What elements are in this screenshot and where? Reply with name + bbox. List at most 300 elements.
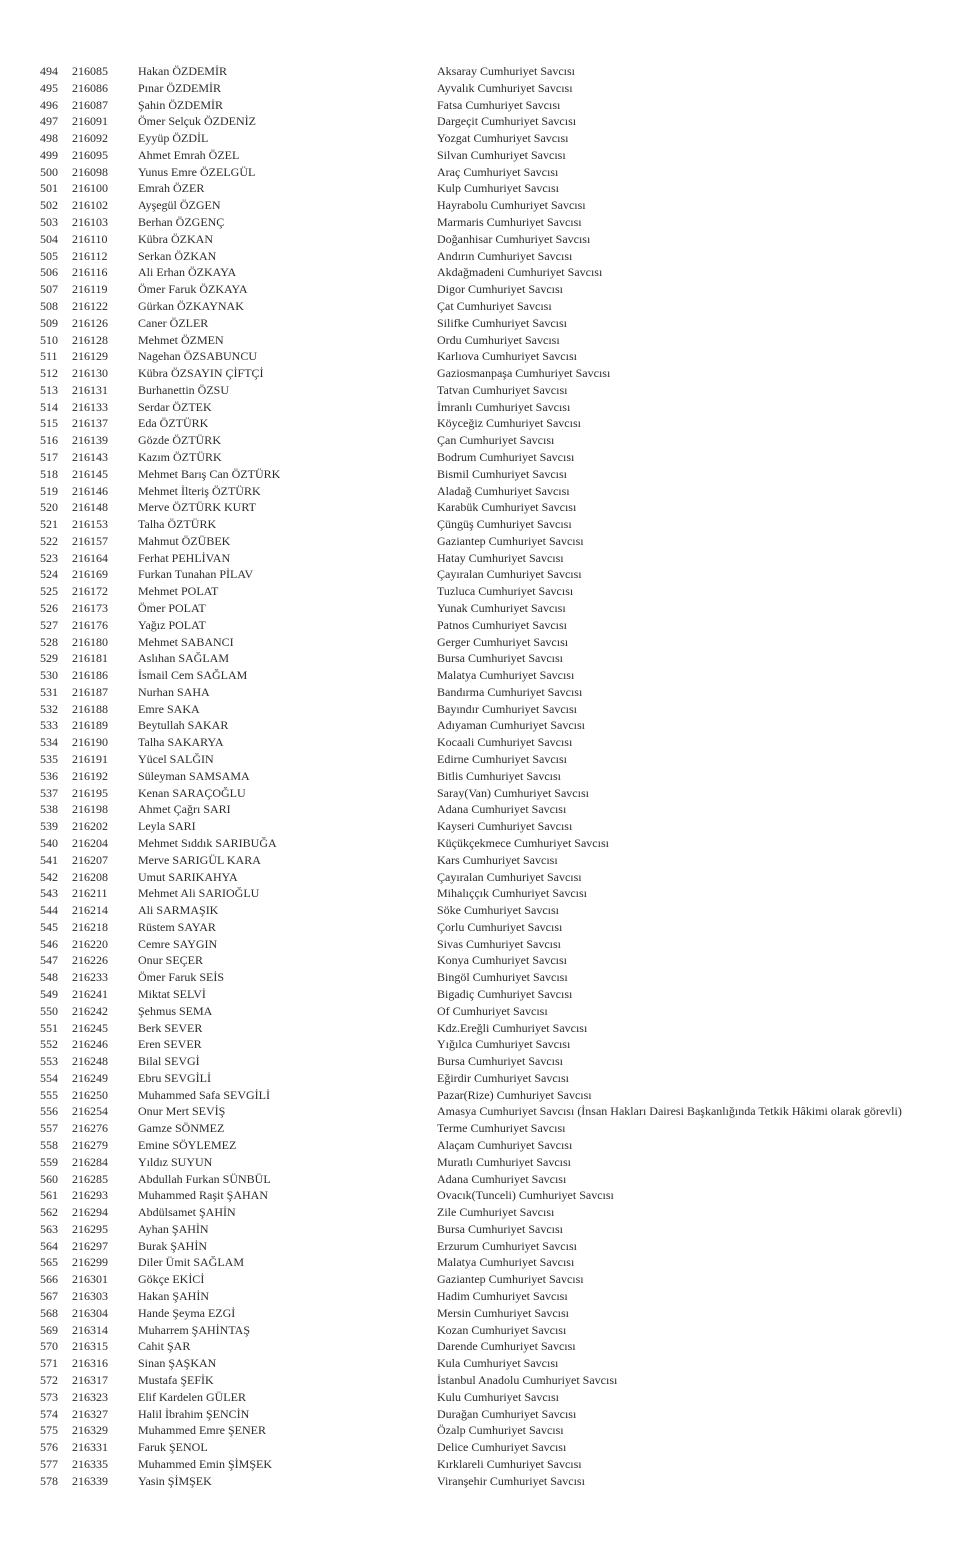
assignment: Çan Cumhuriyet Savcısı	[437, 433, 555, 448]
assignment: Patnos Cumhuriyet Savcısı	[437, 617, 567, 632]
full-name: Beytullah SAKAR	[138, 718, 229, 733]
list-item	[0, 919, 960, 936]
registry-number: 216294	[72, 1205, 108, 1220]
list-item	[0, 1456, 960, 1473]
assignment: Of Cumhuriyet Savcısı	[437, 1003, 548, 1018]
full-name: Sinan ŞAŞKAN	[138, 1356, 217, 1371]
registry-number: 216145	[72, 466, 108, 481]
registry-number: 216186	[72, 668, 108, 683]
list-item	[0, 566, 960, 583]
registry-number: 216284	[72, 1154, 108, 1169]
row-number: 518	[40, 466, 58, 481]
registry-number: 216176	[72, 617, 108, 632]
full-name: Ali SARMAŞIK	[138, 903, 219, 918]
registry-number: 216169	[72, 567, 108, 582]
assignment: Bandırma Cumhuriyet Savcısı	[437, 684, 583, 699]
assignment: Çüngüş Cumhuriyet Savcısı	[437, 517, 572, 532]
assignment: Karlıova Cumhuriyet Savcısı	[437, 349, 577, 364]
full-name: Mehmet POLAT	[138, 584, 219, 599]
full-name: Kazım ÖZTÜRK	[138, 449, 222, 464]
full-name: Mehmet İlteriş ÖZTÜRK	[138, 483, 261, 498]
assignment: Eğirdir Cumhuriyet Savcısı	[437, 1070, 569, 1085]
assignment: Alaçam Cumhuriyet Savcısı	[437, 1138, 573, 1152]
full-name: Muhammed Emin ŞİMŞEK	[138, 1456, 272, 1471]
list-item	[0, 113, 960, 130]
list-item	[0, 801, 960, 818]
registry-number: 216119	[72, 282, 108, 297]
assignment: Mihalıççık Cumhuriyet Savcısı	[437, 886, 587, 901]
list-item	[0, 583, 960, 600]
full-name: Faruk ŞENOL	[138, 1440, 208, 1455]
assignment: Gaziantep Cumhuriyet Savcısı	[437, 533, 584, 548]
row-number: 514	[40, 399, 58, 414]
full-name: Abdullah Furkan SÜNBÜL	[138, 1171, 271, 1186]
row-number: 558	[40, 1138, 58, 1152]
list-item	[0, 365, 960, 382]
list-item	[0, 1372, 960, 1389]
list-item	[0, 399, 960, 416]
registry-number: 216122	[72, 298, 108, 313]
assignment: Zile Cumhuriyet Savcısı	[437, 1205, 555, 1220]
registry-number: 216207	[72, 852, 108, 867]
full-name: Talha SAKARYA	[138, 735, 224, 750]
full-name: Cahit ŞAR	[138, 1339, 191, 1354]
list-item	[0, 1070, 960, 1087]
row-number: 539	[40, 819, 58, 834]
assignment: Bingöl Cumhuriyet Savcısı	[437, 970, 568, 985]
full-name: Mehmet Barış Can ÖZTÜRK	[138, 466, 281, 481]
assignment: Adana Cumhuriyet Savcısı	[437, 1171, 567, 1186]
registry-number: 216095	[72, 147, 108, 162]
list-item	[0, 1322, 960, 1339]
full-name: Onur SEÇER	[138, 953, 204, 968]
row-number: 537	[40, 785, 58, 800]
assignment: Köyceğiz Cumhuriyet Savcısı	[437, 416, 581, 431]
list-item	[0, 533, 960, 550]
registry-number: 216331	[72, 1440, 108, 1455]
row-number: 501	[40, 181, 58, 196]
assignment: İstanbul Anadolu Cumhuriyet Savcısı	[437, 1372, 618, 1387]
full-name: Mehmet SABANCI	[138, 634, 234, 649]
registry-number: 216126	[72, 315, 108, 330]
assignment: Silvan Cumhuriyet Savcısı	[437, 147, 566, 162]
registry-number: 216218	[72, 919, 108, 934]
assignment: Hayrabolu Cumhuriyet Savcısı	[437, 198, 586, 213]
row-number: 517	[40, 449, 58, 464]
row-number: 567	[40, 1289, 58, 1304]
registry-number: 216143	[72, 449, 108, 464]
assignment: Çayıralan Cumhuriyet Savcısı	[437, 869, 582, 884]
row-number: 577	[40, 1456, 58, 1471]
registry-number: 216195	[72, 785, 108, 800]
row-number: 527	[40, 617, 58, 632]
registry-number: 216086	[72, 80, 108, 95]
row-number: 495	[40, 80, 58, 95]
list-item	[0, 264, 960, 281]
row-number: 533	[40, 718, 58, 733]
row-number: 516	[40, 433, 58, 448]
assignment: Durağan Cumhuriyet Savcısı	[437, 1406, 577, 1421]
list-item	[0, 1003, 960, 1020]
registry-number: 216172	[72, 584, 108, 599]
registry-number: 216279	[72, 1138, 108, 1152]
row-number: 511	[40, 349, 58, 364]
registry-number: 216254	[72, 1104, 108, 1119]
registry-number: 216103	[72, 215, 108, 230]
full-name: Yücel SALĞIN	[138, 752, 214, 767]
row-number: 550	[40, 1003, 58, 1018]
assignment: Ayvalık Cumhuriyet Savcısı	[437, 80, 573, 95]
registry-number: 216191	[72, 752, 108, 767]
row-number: 519	[40, 483, 58, 498]
row-number: 524	[40, 567, 58, 582]
row-number: 545	[40, 919, 58, 934]
full-name: Muhammed Raşit ŞAHAN	[138, 1188, 268, 1203]
assignment: Malatya Cumhuriyet Savcısı	[437, 1255, 575, 1270]
registry-number: 216299	[72, 1255, 108, 1270]
assignment: Karabük Cumhuriyet Savcısı	[437, 500, 577, 515]
row-number: 506	[40, 265, 58, 280]
list-item	[0, 466, 960, 483]
list-item	[0, 382, 960, 399]
assignment: Hatay Cumhuriyet Savcısı	[437, 550, 564, 565]
row-number: 536	[40, 768, 58, 783]
list-item	[0, 986, 960, 1003]
full-name: Pınar ÖZDEMİR	[138, 80, 221, 95]
row-number: 529	[40, 651, 58, 666]
assignment: Aksaray Cumhuriyet Savcısı	[437, 64, 575, 78]
row-number: 560	[40, 1171, 58, 1186]
full-name: Gözde ÖZTÜRK	[138, 433, 221, 448]
list-item	[0, 885, 960, 902]
row-number: 531	[40, 684, 58, 699]
row-number: 574	[40, 1406, 58, 1421]
list-item	[0, 332, 960, 349]
assignment: Bitlis Cumhuriyet Savcısı	[437, 768, 562, 783]
list-item	[0, 348, 960, 365]
list-item	[0, 852, 960, 869]
row-number: 507	[40, 282, 58, 297]
assignment: Bursa Cumhuriyet Savcısı	[437, 651, 563, 666]
registry-number: 216211	[72, 886, 108, 901]
full-name: Ahmet Emrah ÖZEL	[138, 147, 240, 162]
row-number: 562	[40, 1205, 58, 1220]
row-number: 523	[40, 550, 58, 565]
row-number: 496	[40, 97, 58, 112]
registry-number: 216295	[72, 1221, 108, 1236]
assignment: Muratlı Cumhuriyet Savcısı	[437, 1154, 571, 1169]
full-name: Süleyman SAMSAMA	[138, 768, 250, 783]
full-name: Ayşegül ÖZGEN	[138, 198, 221, 213]
row-number: 573	[40, 1389, 58, 1404]
full-name: Nurhan SAHA	[138, 684, 210, 699]
list-item	[0, 734, 960, 751]
assignment: Çorlu Cumhuriyet Savcısı	[437, 919, 563, 934]
row-number: 547	[40, 953, 58, 968]
registry-number: 216146	[72, 483, 108, 498]
assignment: Adıyaman Cumhuriyet Savcısı	[437, 718, 585, 733]
registry-number: 216314	[72, 1322, 108, 1337]
row-number: 525	[40, 584, 58, 599]
assignment: Fatsa Cumhuriyet Savcısı	[437, 97, 561, 112]
registry-number: 216208	[72, 869, 108, 884]
full-name: Hakan ÖZDEMİR	[138, 64, 227, 78]
list-item	[0, 701, 960, 718]
registry-number: 216315	[72, 1339, 108, 1354]
registry-number: 216190	[72, 735, 108, 750]
assignment: Silifke Cumhuriyet Savcısı	[437, 315, 567, 330]
registry-number: 216245	[72, 1020, 108, 1035]
assignment: Bursa Cumhuriyet Savcısı	[437, 1221, 563, 1236]
assignment: Darende Cumhuriyet Savcısı	[437, 1339, 576, 1354]
full-name: Abdülsamet ŞAHİN	[138, 1205, 236, 1220]
assignment: Tuzluca Cumhuriyet Savcısı	[437, 584, 574, 599]
list-item	[0, 751, 960, 768]
full-name: Eyyüp ÖZDİL	[138, 131, 209, 146]
registry-number: 216098	[72, 164, 108, 179]
full-name: Mustafa ŞEFİK	[138, 1372, 214, 1387]
list-item	[0, 130, 960, 147]
assignment: Aladağ Cumhuriyet Savcısı	[437, 483, 570, 498]
full-name: Bilal SEVGİ	[138, 1054, 200, 1069]
row-number: 561	[40, 1188, 58, 1203]
assignment: Özalp Cumhuriyet Savcısı	[437, 1423, 564, 1438]
list-item	[0, 180, 960, 197]
assignment: Akdağmadeni Cumhuriyet Savcısı	[437, 265, 603, 280]
registry-number: 216198	[72, 802, 108, 817]
row-number: 500	[40, 164, 58, 179]
registry-number: 216301	[72, 1272, 108, 1287]
full-name: Mahmut ÖZÜBEK	[138, 533, 231, 548]
list-item	[0, 667, 960, 684]
list-item	[0, 600, 960, 617]
full-name: Emrah ÖZER	[138, 181, 205, 196]
row-number: 576	[40, 1440, 58, 1455]
assignment: Gerger Cumhuriyet Savcısı	[437, 634, 569, 649]
row-number: 510	[40, 332, 58, 347]
full-name: Furkan Tunahan PİLAV	[138, 567, 254, 582]
assignment: Çat Cumhuriyet Savcısı	[437, 298, 552, 313]
row-number: 513	[40, 382, 58, 397]
row-number: 520	[40, 500, 58, 515]
assignment: Kdz.Ereğli Cumhuriyet Savcısı	[437, 1020, 588, 1035]
row-number: 509	[40, 315, 58, 330]
list-item	[0, 1154, 960, 1171]
registry-number: 216092	[72, 131, 108, 146]
assignment: Saray(Van) Cumhuriyet Savcısı	[437, 785, 589, 800]
list-item	[0, 499, 960, 516]
row-number: 549	[40, 986, 58, 1001]
list-item	[0, 936, 960, 953]
full-name: Diler Ümit SAĞLAM	[138, 1255, 244, 1270]
row-number: 559	[40, 1154, 58, 1169]
full-name: Talha ÖZTÜRK	[138, 517, 217, 532]
row-number: 570	[40, 1339, 58, 1354]
row-number: 553	[40, 1054, 58, 1069]
assignment: Tatvan Cumhuriyet Savcısı	[437, 382, 568, 397]
list-item	[0, 617, 960, 634]
list-item	[0, 315, 960, 332]
list-item	[0, 969, 960, 986]
registry-number: 216173	[72, 601, 108, 615]
assignment: Bayındır Cumhuriyet Savcısı	[437, 701, 577, 716]
registry-number: 216157	[72, 533, 108, 548]
registry-number: 216100	[72, 181, 108, 196]
full-name: Yıldız SUYUN	[138, 1154, 213, 1169]
assignment: Gaziosmanpaşa Cumhuriyet Savcısı	[437, 366, 611, 381]
row-number: 548	[40, 970, 58, 985]
row-number: 494	[40, 64, 58, 78]
list-item	[0, 1137, 960, 1154]
list-item	[0, 634, 960, 651]
full-name: Ali Erhan ÖZKAYA	[138, 265, 237, 280]
list-item	[0, 1406, 960, 1423]
assignment: Andırın Cumhuriyet Savcısı	[437, 248, 573, 263]
list-item	[0, 1389, 960, 1406]
registry-number: 216297	[72, 1238, 108, 1253]
list-item	[0, 1473, 960, 1490]
row-number: 522	[40, 533, 58, 548]
full-name: Elif Kardelen GÜLER	[138, 1389, 246, 1404]
registry-number: 216204	[72, 835, 108, 850]
registry-number: 216303	[72, 1289, 108, 1304]
full-name: Berhan ÖZGENÇ	[138, 215, 225, 230]
row-number: 497	[40, 114, 58, 129]
full-name: Berk SEVER	[138, 1020, 203, 1035]
row-number: 499	[40, 147, 58, 162]
registry-number: 216102	[72, 198, 108, 213]
registry-number: 216293	[72, 1188, 108, 1203]
row-number: 575	[40, 1423, 58, 1438]
full-name: Ömer Faruk ÖZKAYA	[138, 282, 248, 297]
registry-number: 216241	[72, 986, 108, 1001]
list-item	[0, 516, 960, 533]
full-name: Kenan SARAÇOĞLU	[138, 785, 246, 800]
registry-number: 216242	[72, 1003, 108, 1018]
full-name: Mehmet ÖZMEN	[138, 332, 224, 347]
row-number: 566	[40, 1272, 58, 1287]
full-name: Merve SARIGÜL KARA	[138, 852, 261, 867]
full-name: Ebru SEVGİLİ	[138, 1070, 211, 1085]
assignment: Sivas Cumhuriyet Savcısı	[437, 936, 561, 951]
assignment: Kırklareli Cumhuriyet Savcısı	[437, 1456, 582, 1471]
list-item	[0, 952, 960, 969]
list-item	[0, 164, 960, 181]
list-item	[0, 717, 960, 734]
registry-number: 216316	[72, 1356, 108, 1371]
list-item	[0, 1020, 960, 1037]
row-number: 542	[40, 869, 58, 884]
list-item	[0, 432, 960, 449]
registry-number: 216133	[72, 399, 108, 414]
row-number: 563	[40, 1221, 58, 1236]
row-number: 569	[40, 1322, 58, 1337]
assignment: Kulp Cumhuriyet Savcısı	[437, 181, 559, 196]
row-number: 555	[40, 1087, 58, 1102]
full-name: Miktat SELVİ	[138, 986, 206, 1001]
list-item	[0, 1204, 960, 1221]
registry-number: 216192	[72, 768, 108, 783]
assignment: Araç Cumhuriyet Savcısı	[437, 164, 559, 179]
appointment-list	[0, 63, 960, 1489]
assignment: Yığılca Cumhuriyet Savcısı	[437, 1037, 571, 1052]
list-item	[0, 1103, 960, 1120]
full-name: Umut SARIKAHYA	[138, 869, 238, 884]
registry-number: 216323	[72, 1389, 108, 1404]
assignment: Hadim Cumhuriyet Savcısı	[437, 1289, 568, 1304]
assignment: Yozgat Cumhuriyet Savcısı	[437, 131, 569, 146]
row-number: 546	[40, 936, 58, 951]
row-number: 530	[40, 668, 58, 683]
registry-number: 216153	[72, 517, 108, 532]
assignment: Terme Cumhuriyet Savcısı	[437, 1121, 566, 1136]
list-item	[0, 835, 960, 852]
full-name: Kübra ÖZSAYIN ÇİFTÇİ	[138, 366, 264, 381]
registry-number: 216188	[72, 701, 108, 716]
full-name: Ayhan ŞAHİN	[138, 1221, 209, 1236]
full-name: Mehmet Ali SARIOĞLU	[138, 886, 260, 901]
assignment: Dargeçit Cumhuriyet Savcısı	[437, 114, 577, 129]
list-item	[0, 449, 960, 466]
assignment: Bigadiç Cumhuriyet Savcısı	[437, 986, 573, 1001]
registry-number: 216128	[72, 332, 108, 347]
registry-number: 216116	[72, 265, 108, 280]
list-item	[0, 415, 960, 432]
registry-number: 216249	[72, 1070, 108, 1085]
assignment: Kulu Cumhuriyet Savcısı	[437, 1389, 559, 1404]
list-item	[0, 1254, 960, 1271]
list-item	[0, 1305, 960, 1322]
registry-number: 216164	[72, 550, 108, 565]
full-name: Emine SÖYLEMEZ	[138, 1138, 237, 1152]
registry-number: 216339	[72, 1473, 108, 1488]
list-item	[0, 1338, 960, 1355]
row-number: 564	[40, 1238, 58, 1253]
list-item	[0, 214, 960, 231]
assignment: İmranlı Cumhuriyet Savcısı	[437, 399, 571, 414]
assignment: Marmaris Cumhuriyet Savcısı	[437, 215, 582, 230]
full-name: İsmail Cem SAĞLAM	[138, 668, 248, 683]
assignment: Viranşehir Cumhuriyet Savcısı	[437, 1473, 585, 1488]
assignment: Adana Cumhuriyet Savcısı	[437, 802, 567, 817]
list-item	[0, 785, 960, 802]
assignment: Küçükçekmece Cumhuriyet Savcısı	[437, 835, 609, 850]
row-number: 515	[40, 416, 58, 431]
row-number: 498	[40, 131, 58, 146]
full-name: Ömer POLAT	[138, 601, 206, 615]
full-name: Cemre SAYGIN	[138, 936, 218, 951]
list-item	[0, 1087, 960, 1104]
full-name: Gamze SÖNMEZ	[138, 1121, 225, 1136]
full-name: Eren SEVER	[138, 1037, 202, 1052]
full-name: Serdar ÖZTEK	[138, 399, 212, 414]
assignment: Yunak Cumhuriyet Savcısı	[437, 601, 566, 615]
registry-number: 216304	[72, 1305, 108, 1320]
row-number: 544	[40, 903, 58, 918]
row-number: 551	[40, 1020, 58, 1035]
row-number: 521	[40, 517, 58, 532]
full-name: Muhammed Safa SEVGİLİ	[138, 1087, 270, 1102]
list-item	[0, 869, 960, 886]
assignment: Amasya Cumhuriyet Savcısı (İnsan Hakları Dairesi Başkanlığında Tetkik Hâkimi olarak görevli)	[437, 1104, 902, 1119]
assignment: Doğanhisar Cumhuriyet Savcısı	[437, 231, 591, 246]
registry-number: 216202	[72, 819, 108, 834]
registry-number: 216148	[72, 500, 108, 515]
assignment: Gaziantep Cumhuriyet Savcısı	[437, 1272, 584, 1287]
list-item	[0, 1271, 960, 1288]
list-item	[0, 248, 960, 265]
assignment: Bismil Cumhuriyet Savcısı	[437, 466, 568, 481]
